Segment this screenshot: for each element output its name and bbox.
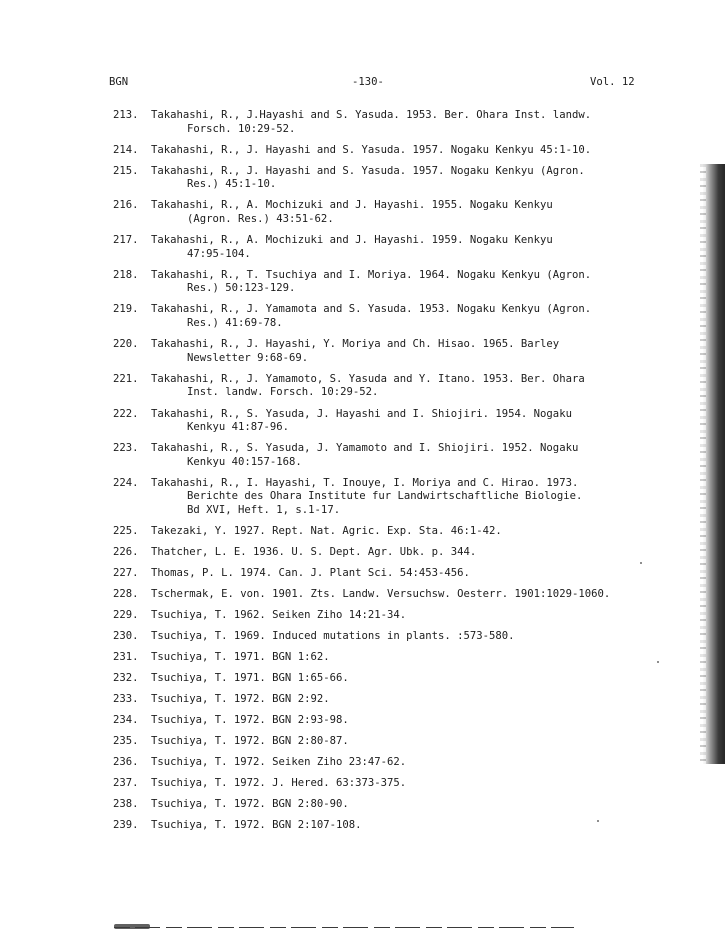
reference-text <box>151 777 406 791</box>
reference-line: Takahashi, R., T. Tsuchiya and I. Moriya. 1964. Nogaku Kenkyu (Agron. <box>151 268 592 281</box>
reference-text <box>151 165 585 192</box>
reference-line: Takahashi, R., J.Hayashi and S. Yasuda. 1953. Ber. Ohara Inst. landw. <box>151 109 592 121</box>
reference-entry <box>0 338 725 373</box>
reference-entry <box>0 609 725 630</box>
scan-speck <box>657 661 659 663</box>
scan-speck <box>640 562 642 564</box>
reference-line: Takahashi, R., S. Yasuda, J. Hayashi and I. Shiojiri. 1954. Nogaku <box>151 407 572 420</box>
page-number: -130- <box>352 76 384 88</box>
reference-text <box>151 567 470 581</box>
reference-number: 229. <box>113 608 139 621</box>
reference-line: Tschermak, E. von. 1901. Zts. Landw. Versuchsw. Oesterr. 1901:1029-1060. <box>151 587 611 600</box>
reference-entry <box>0 234 725 269</box>
reference-number: 214. <box>113 143 139 156</box>
reference-line: Tsuchiya, T. 1972. J. Hered. 63:373-375. <box>151 776 407 789</box>
reference-entry <box>0 269 725 304</box>
reference-number: 217. <box>113 234 139 247</box>
reference-line: Tsuchiya, T. 1972. BGN 2:80-87. <box>151 734 349 747</box>
reference-number: 233. <box>113 692 139 705</box>
bottom-rule <box>114 927 574 928</box>
reference-number: 224. <box>113 476 139 489</box>
reference-number: 228. <box>113 587 139 600</box>
reference-entry <box>0 477 725 525</box>
reference-line: Takahashi, R., J. Hayashi and S. Yasuda. 1957. Nogaku Kenkyu 45:1-10. <box>151 143 592 156</box>
reference-continuation-line: Res.) 41:69-78. <box>187 317 283 330</box>
reference-entry <box>0 819 725 840</box>
reference-text <box>151 798 349 812</box>
reference-list <box>0 109 725 840</box>
reference-text <box>151 338 559 365</box>
reference-entry <box>0 630 725 651</box>
reference-text <box>151 477 582 518</box>
reference-text <box>151 199 553 226</box>
reference-number: 232. <box>113 671 139 684</box>
scan-edge-artifact <box>703 164 725 764</box>
reference-continuation-line: Newsletter 9:68-69. <box>187 351 309 364</box>
page-header <box>0 76 725 92</box>
reference-entry <box>0 756 725 777</box>
reference-text <box>151 442 578 469</box>
reference-text <box>151 588 610 602</box>
reference-entry <box>0 651 725 672</box>
reference-number: 219. <box>113 303 139 316</box>
journal-abbrev: BGN <box>109 76 129 88</box>
reference-line: Tsuchiya, T. 1971. BGN 1:65-66. <box>151 671 349 684</box>
reference-entry <box>0 199 725 234</box>
reference-entry <box>0 442 725 477</box>
reference-text <box>151 672 349 686</box>
reference-number: 231. <box>113 650 139 663</box>
reference-line: Takahashi, R., J. Hayashi and S. Yasuda. 1957. Nogaku Kenkyu (Agron. <box>151 164 585 177</box>
reference-continuation-line: Forsch. 10:29-52. <box>187 122 296 135</box>
reference-continuation-line: Res.) 45:1-10. <box>187 178 277 191</box>
reference-text <box>151 819 361 833</box>
reference-line: Takahashi, R., I. Hayashi, T. Inouye, I. Moriya and C. Hirao. 1973. <box>151 476 579 489</box>
reference-line: Takezaki, Y. 1927. Rept. Nat. Agric. Exp. Sta. 46:1-42. <box>151 524 502 537</box>
reference-line: Takahashi, R., J. Yamamoto, S. Yasuda and Y. Itano. 1953. Ber. Ohara <box>151 372 585 385</box>
reference-number: 223. <box>113 442 139 455</box>
reference-text <box>151 303 591 330</box>
reference-continuation-line: (Agron. Res.) 43:51-62. <box>187 212 334 225</box>
reference-number: 222. <box>113 407 139 420</box>
reference-line: Tsuchiya, T. 1972. BGN 2:107-108. <box>151 818 362 831</box>
reference-text <box>151 651 330 665</box>
reference-number: 215. <box>113 164 139 177</box>
reference-entry <box>0 303 725 338</box>
reference-line: Takahashi, R., S. Yasuda, J. Yamamoto and I. Shiojiri. 1952. Nogaku <box>151 442 579 455</box>
reference-line: Tsuchiya, T. 1969. Induced mutations in plants. :573-580. <box>151 629 515 642</box>
reference-text <box>151 756 406 770</box>
reference-text <box>151 373 585 400</box>
reference-number: 213. <box>113 109 139 121</box>
reference-entry <box>0 588 725 609</box>
reference-text <box>151 735 349 749</box>
reference-entry <box>0 144 725 165</box>
reference-text <box>151 234 553 261</box>
reference-number: 236. <box>113 755 139 768</box>
reference-number: 225. <box>113 524 139 537</box>
reference-number: 227. <box>113 566 139 579</box>
reference-line: Tsuchiya, T. 1972. BGN 2:92. <box>151 692 330 705</box>
reference-entry <box>0 567 725 588</box>
reference-line: Takahashi, R., A. Mochizuki and J. Hayashi. 1955. Nogaku Kenkyu <box>151 199 553 212</box>
reference-line: Takahashi, R., J. Yamamota and S. Yasuda. 1953. Nogaku Kenkyu (Agron. <box>151 303 592 316</box>
reference-line: Tsuchiya, T. 1972. Seiken Ziho 23:47-62. <box>151 755 407 768</box>
reference-entry <box>0 408 725 443</box>
reference-text <box>151 525 502 539</box>
reference-text <box>151 144 591 158</box>
reference-entry <box>0 672 725 693</box>
reference-entry <box>0 693 725 714</box>
reference-line: Tsuchiya, T. 1972. BGN 2:80-90. <box>151 797 349 810</box>
reference-continuation-line: Kenkyu 40:157-168. <box>187 455 302 468</box>
reference-text <box>151 714 349 728</box>
reference-continuation-line: 47:95-104. <box>187 247 251 260</box>
reference-number: 218. <box>113 268 139 281</box>
reference-entry <box>0 798 725 819</box>
reference-entry <box>0 109 725 144</box>
reference-number: 221. <box>113 372 139 385</box>
reference-line: Takahashi, R., J. Hayashi, Y. Moriya and Ch. Hisao. 1965. Barley <box>151 338 560 351</box>
reference-text <box>151 109 591 136</box>
reference-text <box>151 546 476 560</box>
reference-text <box>151 408 572 435</box>
reference-entry <box>0 373 725 408</box>
reference-line: Tsuchiya, T. 1971. BGN 1:62. <box>151 650 330 663</box>
reference-entry <box>0 714 725 735</box>
reference-text <box>151 693 330 707</box>
reference-line: Thatcher, L. E. 1936. U. S. Dept. Agr. Ubk. p. 344. <box>151 545 477 558</box>
reference-number: 226. <box>113 545 139 558</box>
volume-label: Vol. 12 <box>590 76 635 88</box>
reference-continuation-line: Res.) 50:123-129. <box>187 282 296 295</box>
reference-continuation-line: Berichte des Ohara Institute fur Landwirtschaftliche Biologie. <box>187 490 583 503</box>
reference-number: 230. <box>113 629 139 642</box>
reference-entry <box>0 735 725 756</box>
reference-continuation-line: Kenkyu 41:87-96. <box>187 421 290 434</box>
reference-entry <box>0 525 725 546</box>
reference-number: 237. <box>113 776 139 789</box>
reference-line: Tsuchiya, T. 1972. BGN 2:93-98. <box>151 713 349 726</box>
reference-line: Thomas, P. L. 1974. Can. J. Plant Sci. 54:453-456. <box>151 566 470 579</box>
reference-number: 235. <box>113 734 139 747</box>
reference-number: 234. <box>113 713 139 726</box>
reference-number: 220. <box>113 338 139 351</box>
reference-text <box>151 269 591 296</box>
reference-line: Tsuchiya, T. 1962. Seiken Ziho 14:21-34. <box>151 608 407 621</box>
reference-line: Takahashi, R., A. Mochizuki and J. Hayashi. 1959. Nogaku Kenkyu <box>151 234 553 247</box>
reference-continuation-line: Inst. landw. Forsch. 10:29-52. <box>187 386 379 399</box>
reference-entry <box>0 165 725 200</box>
reference-number: 238. <box>113 797 139 810</box>
reference-entry <box>0 546 725 567</box>
reference-continuation-line: Bd XVI, Heft. 1, s.1-17. <box>187 504 341 517</box>
reference-text <box>151 630 515 644</box>
reference-number: 216. <box>113 199 139 212</box>
reference-number: 239. <box>113 818 139 831</box>
scan-speck <box>597 820 599 822</box>
reference-entry <box>0 777 725 798</box>
reference-text <box>151 609 406 623</box>
